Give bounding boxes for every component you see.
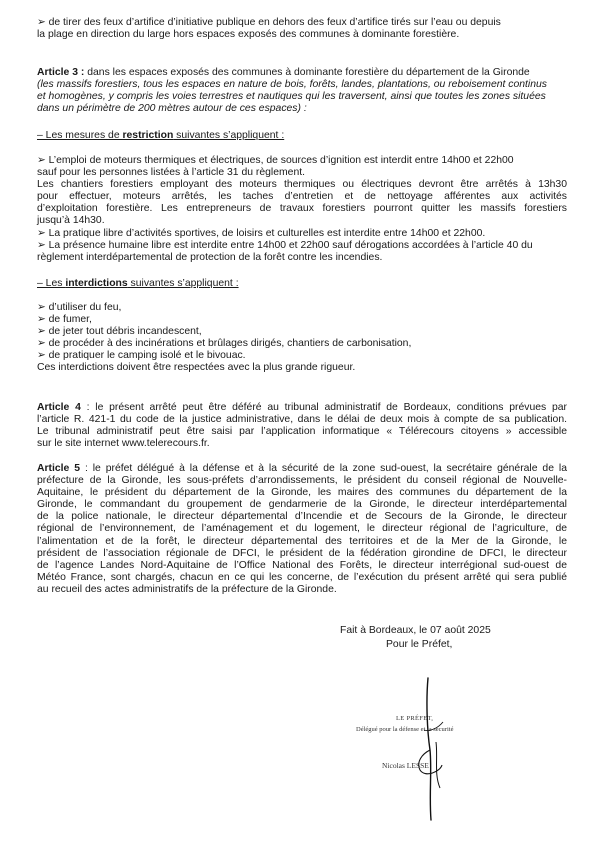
bullet-arrow-icon: ➢ (37, 227, 46, 239)
restriction-heading: – Les mesures de restriction suivantes s’appliquent : (37, 130, 285, 141)
list-item: Les chantiers forestiers employant des moteurs thermiques ou électriques devront être arrêtés à 13h30 (37, 179, 567, 191)
article-4-paragraph: Article 4 : le présent arrêté peut être déféré au tribunal administratif de Bordeaux, conditions prévues par l’article R. 421-1 du code de la justice administrative, dans le délai de deux mois à compte de sa publication. Le tribunal administratif peut être saisi par l’application informatique « Télérecours citoyens » accessible sur le site internet www.telerecours.fr. (37, 402, 567, 450)
place-date: Fait à Bordeaux, le 07 août 2025 (340, 625, 491, 636)
article-5-label: Article 5 (37, 463, 81, 474)
restriction-list: ➢ L’emploi de moteurs thermiques et électriques, de sources d’ignition est interdit entre 14h00 et 22h00 sauf pour les personnes listées à l’article 31 du règlement. Les chantiers forestiers employant des moteurs thermiques ou électriques devront être arrêtés à 13h30 pour effectuer, moteurs arrêtés, les taches d’entretien et de nettoyage afférentes aux activités d’exploitation forestière. Les entrepreneurs de travaux forestiers pourront quitter les massifs forestiers jusqu’à 14h30. ➢ La pratique libre d’activités sportives, de loisirs et culturelles est interdite entre 14h00 et 22h00. ➢ La présence humaine libre est interdite entre 14h00 et 22h00 sauf dérogations accordées à l’article 40 du règlement interdépartemental de protection de la forêt contre les incendies. (37, 155, 567, 263)
bullet-arrow-icon: ➢ (37, 155, 46, 166)
list-item: ➢ La présence humaine libre est interdite entre 14h00 et 22h00 sauf dérogations accordées à l’article 40 du (37, 239, 533, 251)
signature-name: Nicolas LESSE (382, 761, 429, 770)
signature-block (330, 670, 540, 835)
restriction-keyword: restriction (122, 130, 174, 141)
list-item: ➢ La pratique libre d’activités sportives, de loisirs et culturelles est interdite entre 14h00 et 22h00. (37, 227, 486, 239)
list-item: ➢ de procéder à des incinérations et brûlages dirigés, chantiers de carbonisation, (37, 338, 412, 350)
article-3-label: Article 3 : (37, 67, 85, 78)
bullet-arrow-icon: ➢ (37, 326, 46, 338)
interdictions-closing: Ces interdictions doivent être respectées avec la plus grande rigueur. (37, 362, 356, 374)
article-4-label: Article 4 (37, 402, 81, 413)
bullet-arrow-icon: ➢ (37, 302, 46, 313)
closing-block (340, 624, 520, 652)
list-item: ➢ d’utiliser du feu, (37, 302, 122, 313)
list-item: ➢ de fumer, (37, 314, 92, 326)
interdictions-list (37, 302, 567, 375)
list-item: ➢ L’emploi de moteurs thermiques et électriques, de sources d’ignition est interdit entre 14h00 et 22h00 (37, 155, 514, 166)
bullet-arrow-icon: ➢ (37, 338, 46, 350)
bullet-arrow-icon: ➢ (37, 350, 46, 362)
list-item: ➢ de pratiquer le camping isolé et le bivouac. (37, 350, 246, 362)
signature-role: Délégué pour la défense et la sécurité (356, 726, 454, 733)
signature-title: LE PRÉFET, (396, 715, 434, 722)
bullet-arrow-icon: ➢ (37, 314, 46, 326)
bullet-arrow-icon: ➢ (37, 17, 46, 28)
article-3-italic: (les massifs forestiers, tous les espaces en nature de bois, forêts, landes, plantations, ou reboisement continus et homogènes, y compris les voies terrestres et nautiques qui les traversent, ainsi que toutes les zones situées dans un périmètre de 200 mètres autour de ces espaces) : (37, 79, 547, 115)
article-3-text: dans les espaces exposés des communes à dominante forestière du département de la Gironde (87, 67, 530, 78)
article-5-paragraph: Article 5 : le préfet délégué à la défense et à la sécurité de la zone sud-ouest, la secrétaire générale de la préfecture de la Gironde, les sous-préfets d’arrondissements, le président du conseil régional de Nouvelle- Aquitaine, le président du département de la Gironde, les maires des communes du département de la Gironde, le commandant du groupement de gendarmerie de la Gironde, le directeur interdépartemental de la police nationale, le directeur départemental d’Incendie et de Secours de la Gironde, le directeur régional de l’environnement, de l’aménagement et du logement, le directeur régional de l’agriculture, de l’alimentation et de la forêt, le directeur départemental des territoires et de la Mer de la Gironde, le président de l’association régionale de DFCI, le président de la fédération girondine de DFCI, le directeur de l’agence Landes Nord-Aquitaine de l’Office National des Forêts, le directeur interrégional sud-ouest de Météo France, sont chargés, chacun en ce qui les concerne, de l’exécution du présent arrêté qui sera publié au recueil des actes administratifs de la préfecture de la Gironde. (37, 463, 567, 595)
list-item: ➢ de jeter tout débris incandescent, (37, 326, 202, 338)
bullet-arrow-icon: ➢ (37, 239, 46, 251)
interdictions-keyword: interdictions (65, 278, 128, 289)
intro-bullet-paragraph: ➢ de tirer des feux d’artifice d’initiative publique en dehors des feux d’artifice tirés sur l’eau ou depuis la plage en direction du large hors espaces exposés des communes à dominante forestière. (37, 17, 501, 41)
signatory-line: Pour le Préfet, (386, 639, 453, 650)
interdictions-heading: – Les interdictions suivantes s’appliquent : (37, 278, 239, 289)
article-3-paragraph (37, 67, 567, 115)
handwritten-signature-icon (330, 670, 540, 835)
